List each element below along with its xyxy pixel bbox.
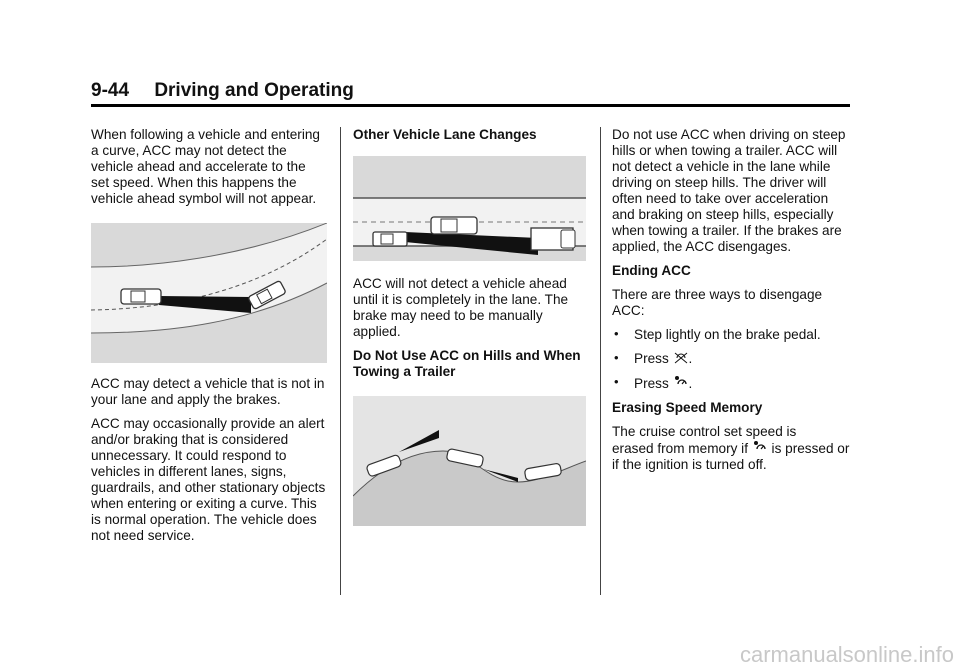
cruise-control-icon: [753, 440, 767, 454]
unnecessary-alert-paragraph: ACC may occasionally provide an alert and/or braking that is considered unnecessary. It could respond to vehicles in different lanes, signs, guardrails, and other stationary objects when entering or exiting a curve. This is normal operation. The vehicle does not need service.: [91, 416, 326, 543]
column-divider-1: [340, 127, 341, 595]
disengage-paragraph: There are three ways to disengage ACC:: [612, 287, 823, 318]
column-3: [612, 127, 852, 481]
column-1: [91, 127, 327, 552]
section-title: Driving and Operating: [154, 80, 354, 101]
bullet-press-text: Press: [634, 376, 669, 391]
other-lane-paragraph: ACC may detect a vehicle that is not in your lane and apply the brakes.: [91, 376, 325, 407]
curve-paragraph: When following a vehicle and entering a curve, ACC may not detect the vehicle ahead and accelerate to the set speed. When this happens the vehicle ahead symbol will not appear.: [91, 127, 320, 206]
list-item: [612, 375, 852, 392]
lane-detect-paragraph: ACC will not detect a vehicle ahead until it is completely in the lane. The brake may need to be manually applied.: [353, 276, 569, 339]
truck-icon: [531, 228, 575, 250]
erasing-heading: Erasing Speed Memory: [612, 400, 763, 415]
bullet-press-text: Press: [634, 351, 669, 366]
page-number: 9-44: [91, 80, 130, 101]
lead-car-icon: [121, 289, 161, 304]
cancel-icon: [674, 352, 688, 364]
hills-heading: Do Not Use ACC on Hills and When Towing a Trailer: [353, 348, 581, 379]
list-item: [612, 327, 852, 343]
changing-car-icon: [431, 217, 477, 234]
ending-acc-heading: Ending ACC: [612, 263, 691, 278]
hills-paragraph: Do not use ACC when driving on steep hills or when towing a trailer. ACC will not detect a vehicle in the lane while driving on steep hills. The driver will often need to take over acceleration and braking on steep hills, especially when towing a trailer. If the brakes are applied, the ACC disengages.: [612, 127, 846, 254]
curve-illustration: [91, 223, 327, 363]
cruise-control-icon: [674, 375, 688, 389]
page-header: [91, 80, 354, 102]
lane-change-illustration: [353, 156, 586, 261]
erasing-paragraph: [612, 424, 852, 473]
erasing-suffix: is pressed or if the ignition is turned off.: [612, 441, 850, 472]
column-2: [353, 127, 589, 526]
bullet-brake-text: Step lightly on the brake pedal.: [634, 327, 821, 342]
erasing-prefix: erased from memory if: [612, 441, 748, 456]
disengage-list: [612, 327, 852, 392]
list-item: [612, 351, 852, 367]
bullet-press-suffix: .: [688, 376, 693, 391]
hills-illustration: [353, 396, 586, 526]
header-rule: [91, 104, 850, 107]
column-divider-2: [600, 127, 601, 595]
watermark: carmanualsonline.info: [739, 642, 954, 667]
lane-changes-heading: Other Vehicle Lane Changes: [353, 127, 537, 142]
own-car-icon: [373, 232, 407, 246]
bullet-press-suffix: .: [688, 351, 693, 366]
erasing-line-1: The cruise control set speed is: [612, 424, 797, 439]
